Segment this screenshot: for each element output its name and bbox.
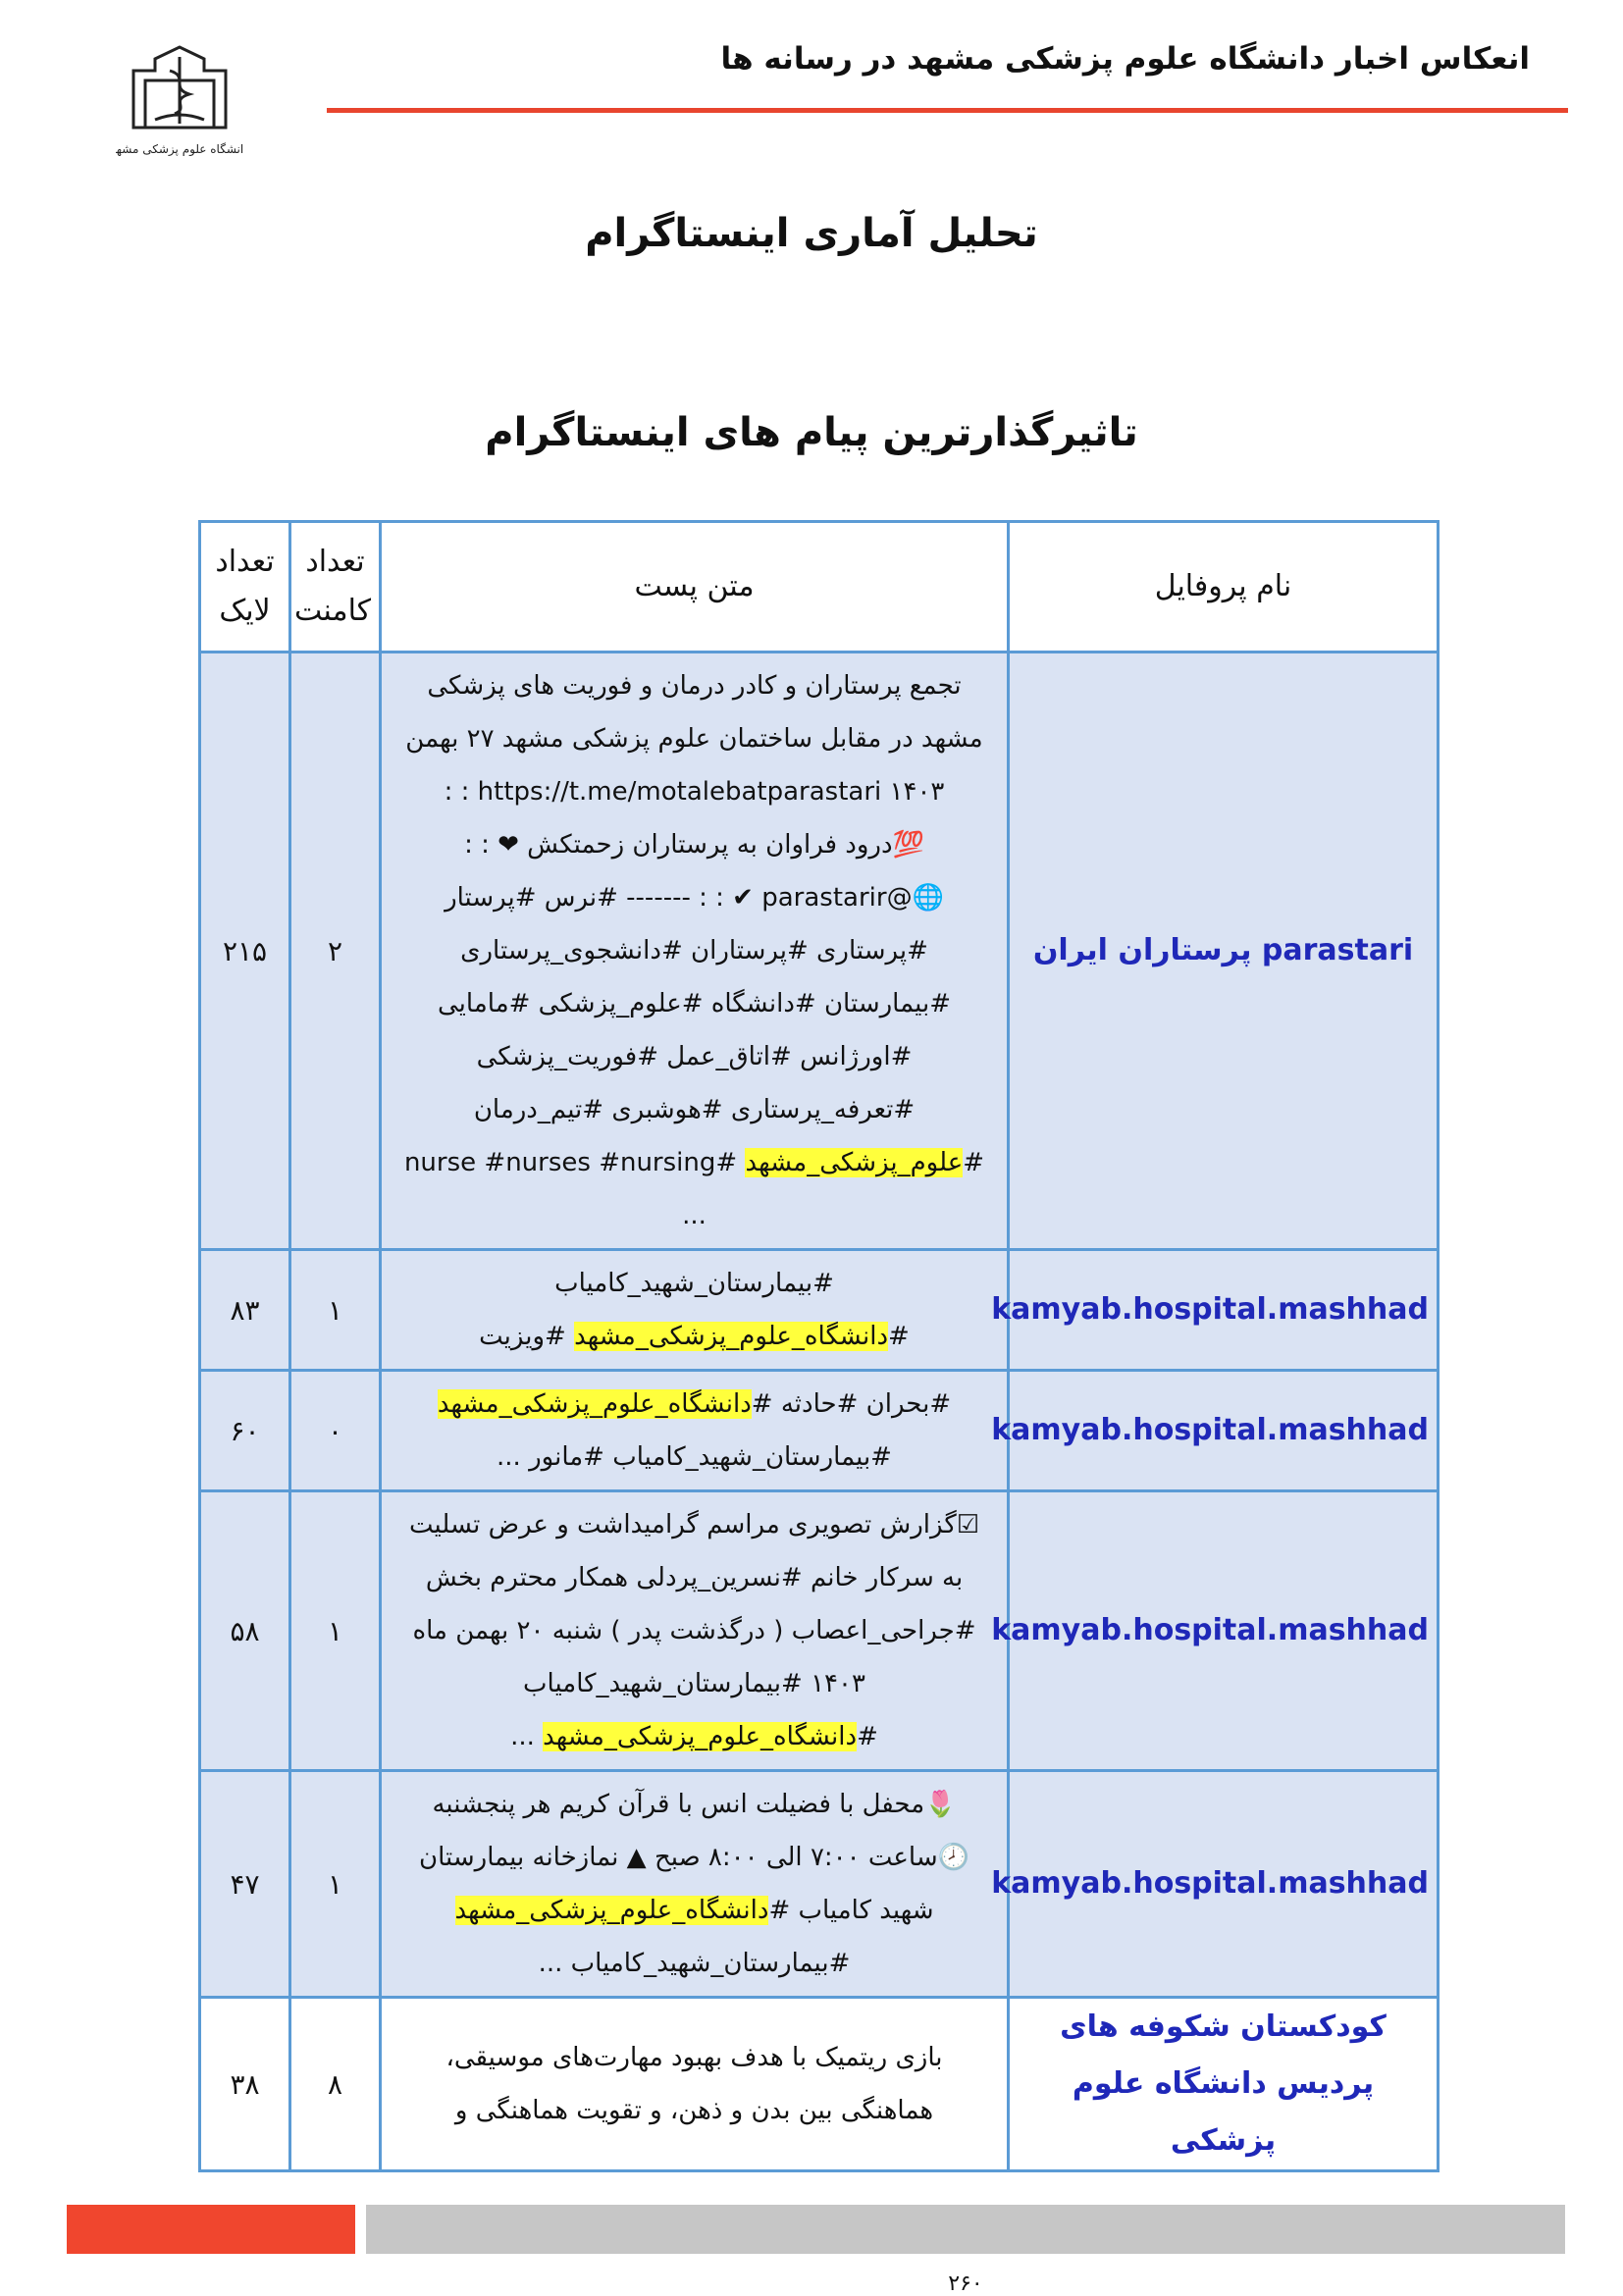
post-text-segment: ... xyxy=(682,1201,707,1230)
post-text-segment: ☑گزارش تصویری مراسم گرامیداشت و عرض تسلیت xyxy=(408,1510,980,1539)
post-text-line xyxy=(392,1604,997,1657)
post-text-segment: شهید کامیاب # xyxy=(768,1896,934,1925)
post-text-line xyxy=(392,1937,997,1990)
post-text-line xyxy=(392,1551,997,1604)
post-text-line xyxy=(392,1778,997,1831)
post-text-segment: #بیمارستان_شهید_کامیاب ... xyxy=(538,1949,851,1978)
post-text-line xyxy=(392,2084,997,2137)
post-text-segment: 🕗ساعت ۷:۰۰ الی ۸:۰۰ صبح ▲ نمازخانه بیمارستان xyxy=(419,1843,969,1872)
post-text-line xyxy=(392,924,997,977)
footer-gray-bar xyxy=(366,2205,1565,2254)
highlighted-hashtag: دانشگاه_علوم_پزشکی_مشهد xyxy=(543,1722,858,1751)
footer-red-bar xyxy=(67,2205,355,2254)
section-heading: تاثیرگذارترین پیام های اینستاگرام xyxy=(485,410,1138,455)
post-text-line xyxy=(392,712,997,765)
post-text-segment: به سرکار خانم #نسرین_پردلی همکار محترم بخش xyxy=(425,1563,964,1592)
like-count-cell: ۵۸ xyxy=(200,1491,290,1771)
like-count-cell: ۶۰ xyxy=(200,1371,290,1491)
like-count-cell: ۳۸ xyxy=(200,1998,290,2171)
post-text-line xyxy=(392,1083,997,1136)
table-body xyxy=(200,652,1439,2171)
table-row xyxy=(200,1250,1439,1371)
post-text-segment: #بیمارستان_شهید_کامیاب #مانور ... xyxy=(497,1442,892,1472)
post-text-segment: 🌐@parastarir ✔ : : ------- #نرس #پرستار xyxy=(445,883,944,913)
profile-name-cell: parastari پرستاران ایران xyxy=(1009,652,1439,1250)
comment-count-cell: ۱ xyxy=(290,1491,381,1771)
post-text-segment: #بیمارستان_شهید_کامیاب xyxy=(554,1269,834,1298)
comment-count-cell: ۱ xyxy=(290,1771,381,1998)
comment-count-cell: ۲ xyxy=(290,652,381,1250)
profile-name-cell: کودکستان شکوفه های پردیس دانشگاه علوم پزشکی xyxy=(1009,1998,1439,2171)
page-number: ۲۶۰ xyxy=(948,2271,983,2296)
post-text-segment: # xyxy=(857,1722,878,1751)
post-text-line xyxy=(392,977,997,1030)
header-comments xyxy=(290,522,381,652)
post-text-segment: # xyxy=(888,1322,910,1351)
post-text-line xyxy=(392,1189,997,1242)
instagram-posts-table xyxy=(198,520,1440,2172)
post-text-line xyxy=(392,1136,997,1189)
post-text-line xyxy=(392,1498,997,1551)
highlighted-hashtag: دانشگاه_علوم_پزشکی_مشهد xyxy=(437,1389,752,1419)
post-text-segment: #بیمارستان #دانشگاه #علوم_پزشکی #مامایی xyxy=(438,989,951,1018)
post-text-line xyxy=(392,1431,997,1484)
post-text-line xyxy=(392,1657,997,1710)
post-text-segment: #تعرفه_پرستاری #هوشبری #تیم_درمان xyxy=(473,1095,916,1124)
post-text-segment: #اورژانس #اتاق_عمل #فوریت_پزشکی xyxy=(476,1042,913,1071)
university-logo xyxy=(116,37,243,165)
post-text-segment: ۱۴۰۳ #بیمارستان_شهید_کامیاب xyxy=(523,1669,865,1698)
post-text-cell xyxy=(381,652,1009,1250)
post-text-line xyxy=(392,659,997,712)
comment-count-cell: ۸ xyxy=(290,1998,381,2171)
table-header-row xyxy=(200,522,1439,652)
post-text-cell xyxy=(381,1998,1009,2171)
highlighted-hashtag: دانشگاه_علوم_پزشکی_مشهد xyxy=(454,1896,769,1925)
comment-count-cell: ۰ xyxy=(290,1371,381,1491)
comment-count-cell: ۱ xyxy=(290,1250,381,1371)
post-text-segment: 💯درود فراوان به پرستاران زحمتکش ❤ : : xyxy=(464,830,924,860)
post-text-cell xyxy=(381,1491,1009,1771)
header-likes xyxy=(200,522,290,652)
logo-caption: دانشگاه علوم پزشکی مشهد xyxy=(116,142,243,156)
like-count-cell: ۲۱۵ xyxy=(200,652,290,1250)
table-row xyxy=(200,1491,1439,1771)
post-text-segment: مشهد در مقابل ساختمان علوم پزشکی مشهد ۲۷ بهمن xyxy=(405,724,983,754)
post-text-segment: بازی ریتمیک با هدف بهبود مهارت‌های موسیقی، xyxy=(445,2043,943,2072)
table-row xyxy=(200,652,1439,1250)
table-row xyxy=(200,1771,1439,1998)
highlighted-hashtag: دانشگاه_علوم_پزشکی_مشهد xyxy=(574,1322,889,1351)
post-text-line xyxy=(392,1310,997,1363)
post-text-line xyxy=(392,1030,997,1083)
post-text-segment: هماهنگی بین بدن و ذهن، و تقویت هماهنگی و xyxy=(454,2096,934,2125)
post-text-line xyxy=(392,1884,997,1937)
post-text-line xyxy=(392,2031,997,2084)
post-text-segment: # xyxy=(963,1148,985,1177)
profile-name-cell: kamyab.hospital.mashhad xyxy=(1009,1250,1439,1371)
highlighted-hashtag: علوم_پزشکی_مشهد xyxy=(745,1148,964,1177)
post-text-segment: #nurse #nurses #nursing xyxy=(403,1148,746,1177)
header-likes-line2: لایک xyxy=(219,594,271,628)
table-row xyxy=(200,1371,1439,1491)
post-text-cell xyxy=(381,1250,1009,1371)
header-likes-line1: تعداد xyxy=(215,545,275,579)
header-rule xyxy=(327,108,1568,113)
post-text-line xyxy=(392,1831,997,1884)
post-text-cell xyxy=(381,1371,1009,1491)
post-text-line xyxy=(392,1257,997,1310)
header-comments-line2: کامنت xyxy=(293,594,371,628)
header-post-text: متن پست xyxy=(381,522,1009,652)
profile-name-cell: kamyab.hospital.mashhad xyxy=(1009,1491,1439,1771)
header-title: انعکاس اخبار دانشگاه علوم پزشکی مشهد در رسانه ها xyxy=(720,41,1530,77)
post-text-segment: ۱۴۰۳ https://t.me/motalebatparastari : : xyxy=(444,777,945,807)
post-text-line xyxy=(392,871,997,924)
post-text-line xyxy=(392,1378,997,1431)
post-text-segment: #بحران #حادثه # xyxy=(751,1389,952,1419)
post-text-segment: #جراحی_اعصاب ( درگذشت پدر ) شنبه ۲۰ بهمن ماه xyxy=(412,1616,976,1645)
post-text-segment: ... xyxy=(510,1722,544,1751)
like-count-cell: ۸۳ xyxy=(200,1250,290,1371)
post-text-segment: 🌷محفل با فضیلت انس با قرآن کریم هر پنجشنبه xyxy=(432,1790,957,1819)
post-text-cell xyxy=(381,1771,1009,1998)
header-comments-line1: تعداد xyxy=(305,545,365,579)
post-text-line xyxy=(392,818,997,871)
post-text-segment: #ویزیت xyxy=(479,1322,575,1351)
post-text-line xyxy=(392,1710,997,1763)
post-text-segment: #پرستاری #پرستاران #دانشجوی_پرستاری xyxy=(460,936,928,965)
post-text-line xyxy=(392,765,997,818)
post-text-segment: تجمع پرستاران و کادر درمان و فوریت های پزشکی xyxy=(427,671,962,701)
profile-name-cell: kamyab.hospital.mashhad xyxy=(1009,1371,1439,1491)
header-profile: نام پروفایل xyxy=(1009,522,1439,652)
page-heading: تحلیل آماری اینستاگرام xyxy=(585,211,1038,256)
profile-name-cell: kamyab.hospital.mashhad xyxy=(1009,1771,1439,1998)
like-count-cell: ۴۷ xyxy=(200,1771,290,1998)
table-row xyxy=(200,1998,1439,2171)
